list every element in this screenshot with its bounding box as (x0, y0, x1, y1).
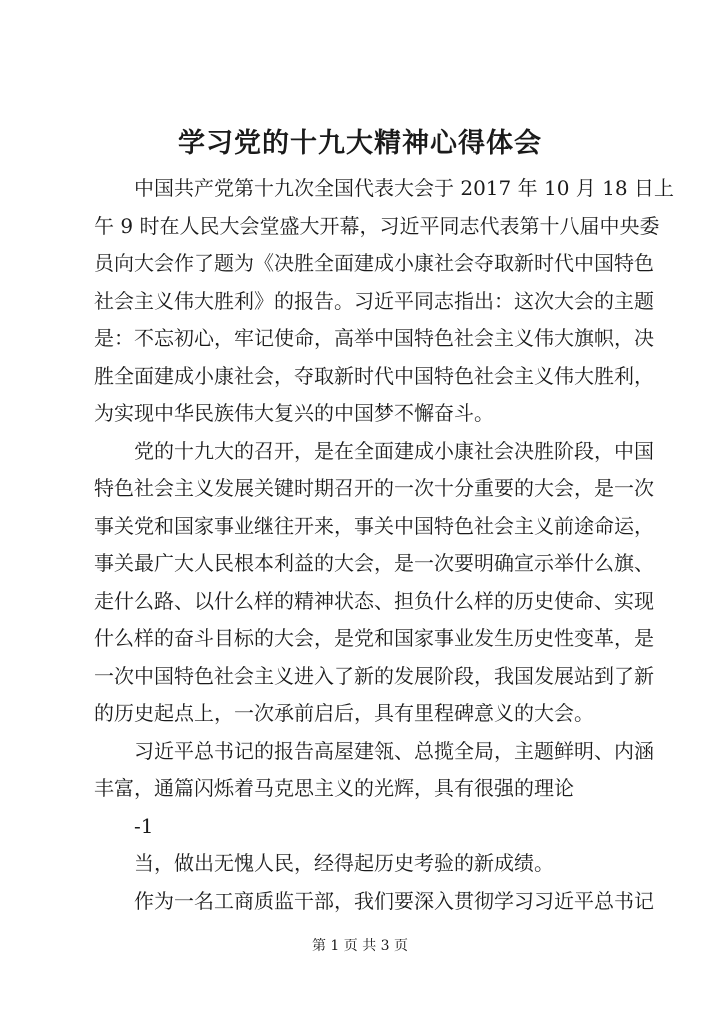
text-line: 中国共产党第十九次全国代表大会于 2017 年 10 月 18 日上 (134, 176, 674, 200)
text-line: 胜全面建成小康社会，夺取新时代中国特色社会主义伟大胜利， (94, 363, 654, 388)
text-line: 员向大会作了题为《决胜全面建成小康社会夺取新时代中国特色 (94, 251, 654, 275)
text-line: 的历史起点上，一次承前启后，具有里程碑意义的大会。 (94, 701, 594, 725)
page-footer: 第 1 页 共 3 页 (311, 938, 409, 954)
text-line: 习近平总书记的报告高屋建瓴、总揽全局，主题鲜明、内涵 (134, 738, 654, 763)
text-line: 为实现中华民族伟大复兴的中国梦不懈奋斗。 (94, 401, 494, 425)
page-number-marker: -1 (134, 813, 154, 838)
text-line: 党的十九大的召开，是在全面建成小康社会决胜阶段，中国 (134, 438, 654, 463)
text-line: 事关最广大人民根本利益的大会，是一次要明确宣示举什么旗、 (94, 551, 654, 575)
text-line: 是：不忘初心，牢记使命，高举中国特色社会主义伟大旗帜，决 (94, 326, 654, 350)
text-line: 特色社会主义发展关键时期召开的一次十分重要的大会，是一次 (94, 476, 654, 500)
text-line: 一次中国特色社会主义进入了新的发展阶段，我国发展站到了新 (94, 663, 654, 688)
text-line: 事关党和国家事业继往开来，事关中国特色社会主义前途命运， (94, 513, 654, 538)
text-line: 当，做出无愧人民，经得起历史考验的新成绩。 (134, 851, 554, 875)
text-line: 丰富，通篇闪烁着马克思主义的光辉，具有很强的理论 (94, 776, 574, 800)
document-title: 学习党的十九大精神心得体会 (178, 128, 542, 159)
text-line: 午 9 时在人民大会堂盛大开幕，习近平同志代表第十八届中央委 (94, 213, 660, 238)
text-line: 作为一名工商质监干部，我们要深入贯彻学习习近平总书记 (134, 888, 654, 913)
text-line: 社会主义伟大胜利》的报告。习近平同志指出：这次大会的主题 (94, 288, 654, 313)
text-line: 走什么路、以什么样的精神状态、担负什么样的历史使命、实现 (94, 588, 654, 613)
text-line: 什么样的奋斗目标的大会，是党和国家事业发生历史性变革，是 (94, 626, 654, 650)
document-body (94, 170, 674, 920)
